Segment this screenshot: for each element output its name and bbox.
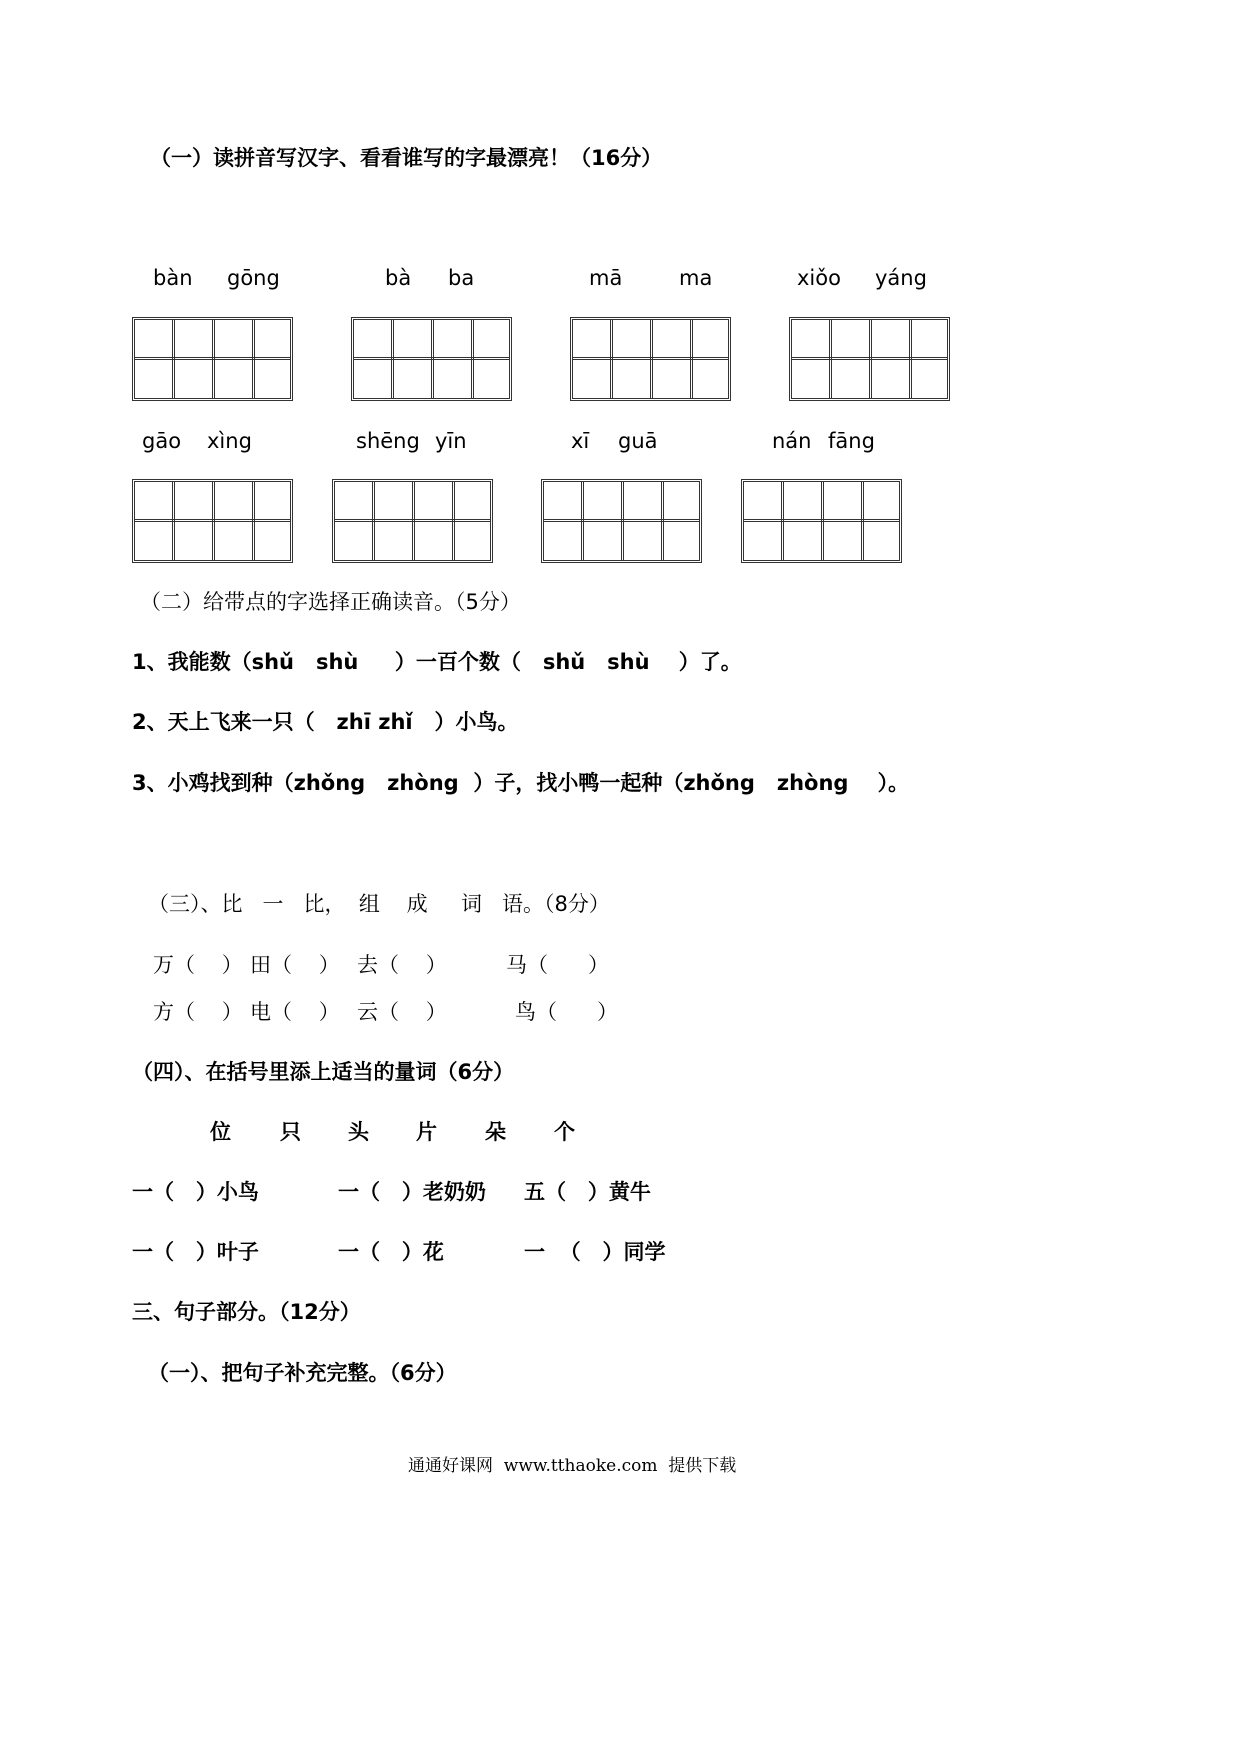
pinyin: ma bbox=[679, 266, 713, 290]
writing-grid[interactable] bbox=[132, 317, 293, 401]
question-2: 2、天上飞来一只（ zhī zhǐ ）小鸟。 bbox=[132, 710, 519, 734]
word-blank[interactable]: 马（ ） bbox=[506, 953, 610, 977]
measure-word: 个 bbox=[554, 1120, 575, 1144]
pinyin: fāng bbox=[828, 429, 875, 453]
fill-blank[interactable]: 一（ ）小鸟 bbox=[132, 1180, 259, 1204]
section3-title: （三）、比 一 比， 组 成 词 语。（8分） bbox=[148, 892, 610, 916]
part3-sub1: （一）、把句子补充完整。（6分） bbox=[148, 1361, 457, 1385]
word-blank[interactable]: 去（ ） bbox=[357, 953, 447, 977]
writing-grid[interactable] bbox=[351, 317, 512, 401]
word-blank[interactable]: 方（ ） bbox=[153, 1000, 243, 1024]
measure-word: 片 bbox=[416, 1120, 437, 1144]
pinyin: ba bbox=[448, 266, 475, 290]
measure-word: 只 bbox=[280, 1120, 301, 1144]
fill-blank[interactable]: 一（ ）叶子 bbox=[132, 1240, 259, 1264]
fill-blank[interactable]: 五（ ）黄牛 bbox=[524, 1180, 651, 1204]
measure-word: 朵 bbox=[485, 1120, 506, 1144]
fill-blank[interactable]: 一（ ）花 bbox=[338, 1240, 444, 1264]
part3-title: 三、句子部分。（12分） bbox=[132, 1300, 361, 1324]
word-blank[interactable]: 田（ ） bbox=[250, 953, 340, 977]
pinyin: xī bbox=[571, 429, 590, 453]
writing-grid[interactable] bbox=[541, 479, 702, 563]
pinyin: xiǒo bbox=[797, 266, 841, 290]
pinyin: nán bbox=[772, 429, 812, 453]
section1-title: （一）读拼音写汉字、看看谁写的字最漂亮！（16分） bbox=[150, 146, 663, 170]
fill-blank[interactable]: 一（ ）老奶奶 bbox=[338, 1180, 486, 1204]
word-blank[interactable]: 电（ ） bbox=[250, 1000, 340, 1024]
pinyin: guā bbox=[618, 429, 658, 453]
pinyin: xìng bbox=[207, 429, 252, 453]
fill-blank[interactable]: 一 （ ）同学 bbox=[524, 1240, 666, 1264]
page-footer: 通通好课网 www.tthaoke.com 提供下载 bbox=[408, 1456, 737, 1476]
writing-grid[interactable] bbox=[332, 479, 493, 563]
pinyin: yīn bbox=[435, 429, 467, 453]
writing-grid[interactable] bbox=[741, 479, 902, 563]
writing-grid[interactable] bbox=[789, 317, 950, 401]
question-1: 1、我能数（shǔ shù ）一百个数（ shǔ shù ）了。 bbox=[132, 650, 742, 674]
pinyin: gāo bbox=[142, 429, 182, 453]
pinyin: bà bbox=[385, 266, 412, 290]
pinyin: shēng bbox=[356, 429, 420, 453]
measure-word: 头 bbox=[348, 1120, 369, 1144]
pinyin: mā bbox=[589, 266, 623, 290]
section4-title: （四）、在括号里添上适当的量词（6分） bbox=[132, 1060, 515, 1084]
section2-title: （二）给带点的字选择正确读音。（5分） bbox=[140, 590, 521, 614]
pinyin: bàn bbox=[153, 266, 193, 290]
measure-word: 位 bbox=[210, 1120, 231, 1144]
pinyin: yáng bbox=[875, 266, 927, 290]
word-blank[interactable]: 云（ ） bbox=[357, 1000, 447, 1024]
word-blank[interactable]: 万（ ） bbox=[153, 953, 243, 977]
writing-grid[interactable] bbox=[132, 479, 293, 563]
word-blank[interactable]: 鸟（ ） bbox=[515, 1000, 619, 1024]
pinyin: gōng bbox=[227, 266, 280, 290]
writing-grid[interactable] bbox=[570, 317, 731, 401]
question-3: 3、小鸡找到种（zhǒng zhòng ）子，找小鸭一起种（zhǒng zhòng ）。 bbox=[132, 771, 910, 795]
